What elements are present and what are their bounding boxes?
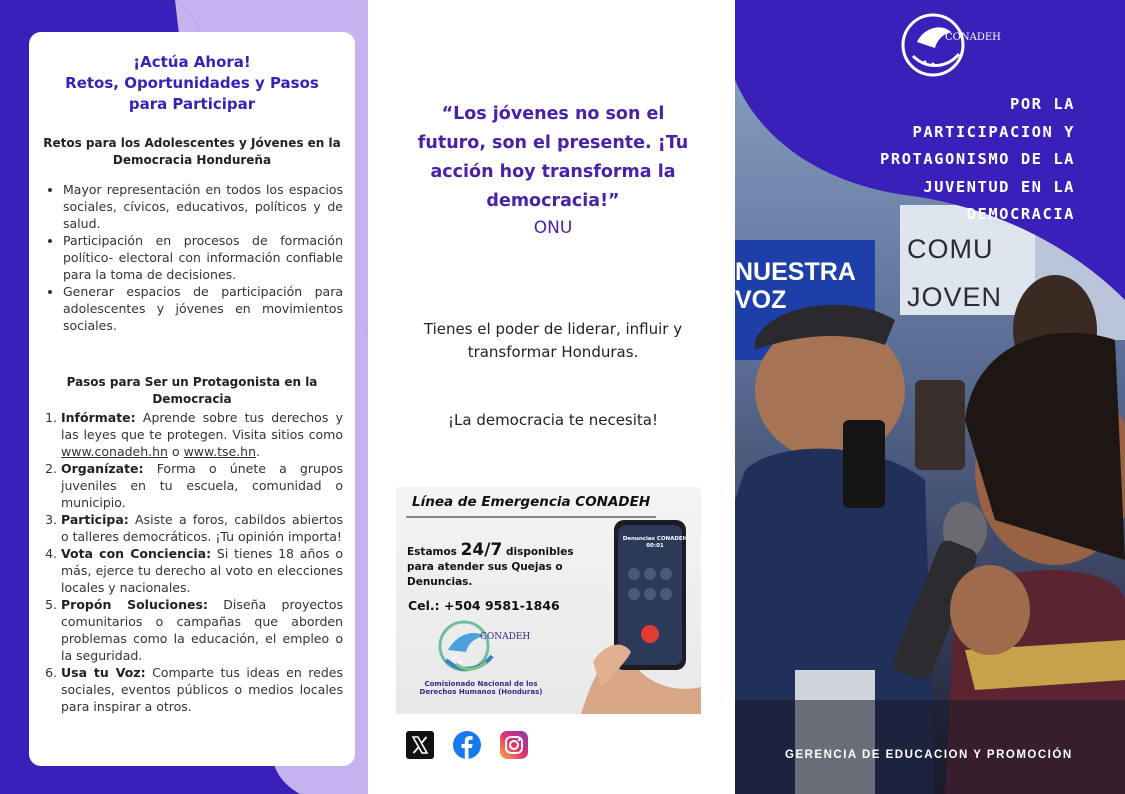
retos-heading: Retos para los Adolescentes y Jóvenes en la Democracia Hondureña [43, 136, 341, 167]
card-title: ¡Actúa Ahora! Retos, Oportunidades y Pasos para Participar [65, 53, 319, 113]
conadeh-logo-icon [426, 612, 536, 712]
x-icon[interactable] [406, 731, 434, 759]
pasos-heading: Pasos para Ser un Protagonista en la Democracia [66, 375, 318, 406]
emergency-availability: Estamos 24/7 disponibles para atender sus Quejas o Denuncias. [407, 540, 574, 588]
list-item: 6. Usa tu Voz: Comparte tus ideas en redes sociales, eventos públicos o medios locales para inspirar a otros. [61, 664, 343, 715]
list-item: 5. Propón Soluciones: Diseña proyectos comunitarios o campañas que aborden problemas como la educación, el empleo o la seguridad. [61, 596, 343, 664]
instagram-icon[interactable] [500, 731, 528, 759]
list-item: 2. Organízate: Forma o únete a grupos juveniles en tu escuela, comunidad o municipio. [61, 460, 343, 511]
department-footer: GERENCIA DE EDUCACION Y PROMOCIÓN [785, 749, 1073, 761]
quote-source: ONU [533, 218, 573, 238]
emergency-title: Línea de Emergencia CONADEH [412, 494, 651, 510]
photo-banner-text: NUESTRA VOZ [735, 258, 856, 314]
facebook-icon[interactable] [453, 731, 481, 759]
emergency-phone[interactable]: Cel.: +504 9581-1846 [408, 598, 560, 613]
logo-caption: Comisionado Nacional de los Derechos Humanos (Honduras) [419, 680, 543, 696]
brochure-title: POR LA PARTICIPACION Y PROTAGONISMO DE LA JUVENTUD EN LA DEMOCRACIA [880, 95, 1075, 223]
list-item: 4. Vota con Conciencia: Si tienes 18 años o más, ejerce tu derecho al voto en elecciones locales y nacionales. [61, 545, 343, 596]
logo-name: CONADEH [480, 632, 531, 642]
info-card [29, 32, 355, 766]
message-democracy: ¡La democracia te necesita! [447, 411, 658, 429]
phone-screen-title: Denuncias CONADEH 00:01 [622, 536, 688, 549]
list-item: 1. Infórmate: Aprende sobre tus derechos y las leyes que te protegen. Visita sitios como www.conadeh.hn o www.tse.hn. [61, 409, 343, 460]
retos-list [41, 181, 343, 334]
conadeh-link[interactable]: www.conadeh.hn [61, 444, 168, 459]
conadeh-logo-icon [895, 12, 1005, 82]
quote: “Los jóvenes no son el futuro, son el presente. ¡Tu acción hoy transforma la democracia!” [417, 104, 689, 211]
list-item: • Participación en procesos de formación político- electoral con información confiable para la toma de decisiones. [63, 232, 343, 283]
middle-panel [368, 0, 735, 794]
message-leadership: Tienes el poder de liderar, influir y transformar Honduras. [423, 320, 683, 361]
list-item: • Mayor representación en todos los espacios sociales, cívicos, educativos, políticos y de salud. [63, 181, 343, 232]
left-panel [0, 0, 368, 794]
right-panel [735, 0, 1125, 794]
tse-link[interactable]: www.tse.hn [183, 444, 256, 459]
list-item: 3. Participa: Asiste a foros, cabildos abiertos o talleres democráticos. ¡Tu opinión importa! [61, 511, 343, 545]
pasos-list [41, 409, 343, 715]
logo-name: CONADEH [945, 32, 1001, 43]
photo-banner-text: COMU JOVEN [907, 234, 1003, 312]
emergency-line-card [396, 487, 701, 714]
list-item: • Generar espacios de participación para adolescentes y jóvenes en movimientos sociales. [63, 283, 343, 334]
